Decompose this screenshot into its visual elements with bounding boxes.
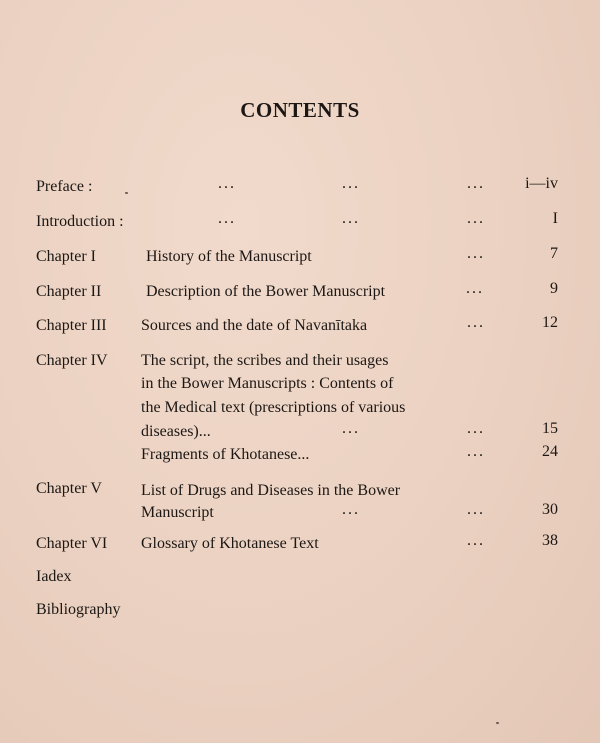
leader-dots: ... xyxy=(467,210,485,227)
chapter-title: Description of the Bower Manuscript xyxy=(146,283,386,300)
leader-dots: ... xyxy=(342,210,360,227)
toc-label: Preface : xyxy=(36,178,93,195)
subsection-title: Fragments of Khotanese... xyxy=(141,446,310,463)
chapter-label: Chapter I xyxy=(36,248,96,265)
leader-dots: ... xyxy=(342,501,360,518)
leader-dots: ... xyxy=(467,175,485,192)
page-title: CONTENTS xyxy=(240,98,360,122)
leader-dots: ... xyxy=(467,532,485,549)
paper-speck xyxy=(496,722,499,724)
chapter-label: Chapter II xyxy=(36,283,102,300)
chapter-title-line: the Medical text (prescriptions of various xyxy=(141,399,406,416)
chapter-title-line: The script, the scribes and their usages xyxy=(141,352,389,369)
chapter-title: Glossary of Khotanese Text xyxy=(141,535,319,552)
leader-dots: ... xyxy=(466,280,484,297)
leader-dots: ... xyxy=(467,245,485,262)
leader-dots: ... xyxy=(467,443,485,460)
chapter-label: Chapter IV xyxy=(36,352,108,369)
toc-entry-index: Iadex xyxy=(36,568,72,585)
leader-dots: ... xyxy=(467,420,485,437)
leader-dots: ... xyxy=(342,175,360,192)
chapter-title-line: diseases)... xyxy=(141,423,211,440)
leader-dots: ... xyxy=(467,501,485,518)
leader-dots: ... xyxy=(342,420,360,437)
leader-dots: ... xyxy=(218,210,236,227)
chapter-title-line: in the Bower Manuscripts : Contents of xyxy=(141,375,394,392)
page-number: i—iv xyxy=(525,175,558,192)
page-number: 9 xyxy=(550,280,558,297)
page-number: 12 xyxy=(542,314,558,331)
chapter-title-line: List of Drugs and Diseases in the Bower xyxy=(141,482,401,499)
page-number: 7 xyxy=(550,245,558,262)
leader-dots: ... xyxy=(467,314,485,331)
chapter-title: Sources and the date of Navanītaka xyxy=(141,317,368,334)
chapter-title: History of the Manuscript xyxy=(146,248,312,265)
page-number: I xyxy=(552,210,558,227)
page-number: 38 xyxy=(542,532,558,549)
page-number: 24 xyxy=(542,443,558,460)
paper-speck xyxy=(125,192,128,194)
page-number: 15 xyxy=(542,420,558,437)
chapter-label: Chapter V xyxy=(36,480,102,497)
leader-dots: ... xyxy=(218,175,236,192)
chapter-label: Chapter VI xyxy=(36,535,108,552)
toc-label: Introduction : xyxy=(36,213,124,230)
chapter-label: Chapter III xyxy=(36,317,107,334)
chapter-title-line: Manuscript xyxy=(141,504,214,521)
toc-entry-bibliography: Bibliography xyxy=(36,601,121,618)
page-number: 30 xyxy=(542,501,558,518)
